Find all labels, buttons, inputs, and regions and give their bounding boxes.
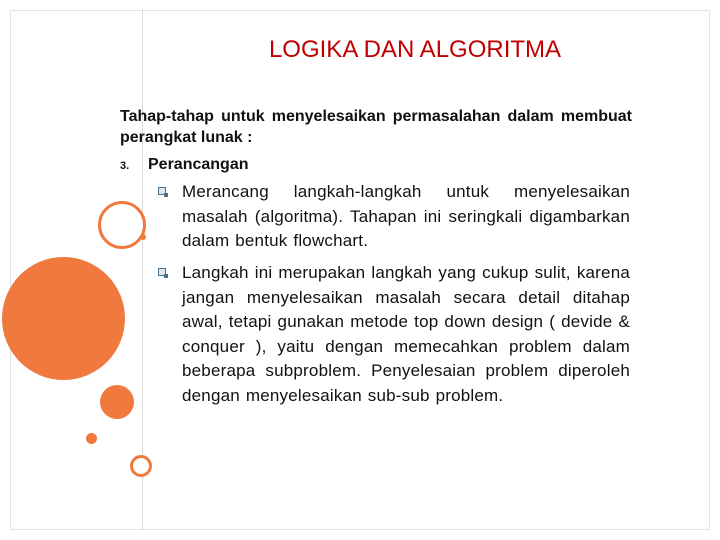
step-heading [120, 156, 248, 174]
ring-circle-top [98, 201, 146, 249]
bullet-text: Merancang langkah-langkah untuk menyelesaikan masalah (algoritma). Tahapan ini seringkali digambarkan dalam bentuk flowchart. [182, 182, 630, 250]
square-bullet-icon [158, 187, 166, 195]
vertical-divider-line [142, 10, 143, 530]
intro-text: Tahap-tahap untuk menyelesaikan permasalahan dalam membuat perangkat lunak : [120, 108, 632, 146]
square-bullet-icon [158, 268, 166, 276]
tiny-dot [140, 234, 146, 240]
large-filled-circle [2, 257, 125, 380]
bullet-text: Langkah ini merupakan langkah yang cukup sulit, karena jangan menyelesaikan masalah secara detail ditahap awal, tetapi gunakan metode top down design ( devide & conquer ), yaitu dengan memecahkan problem dalam beberapa subproblem. Penyelesaian problem diperoleh dengan menyelesaikan sub-sub problem. [182, 263, 630, 405]
bullet-item [158, 180, 630, 254]
slide-title: LOGIKA DAN ALGORITMA [268, 36, 562, 63]
small-filled-dot [86, 433, 97, 444]
medium-filled-circle [100, 385, 134, 419]
bullet-item [158, 261, 630, 408]
step-number: 3. [120, 160, 130, 172]
ring-circle-bottom [130, 455, 152, 477]
step-label: Perancangan [148, 156, 249, 173]
